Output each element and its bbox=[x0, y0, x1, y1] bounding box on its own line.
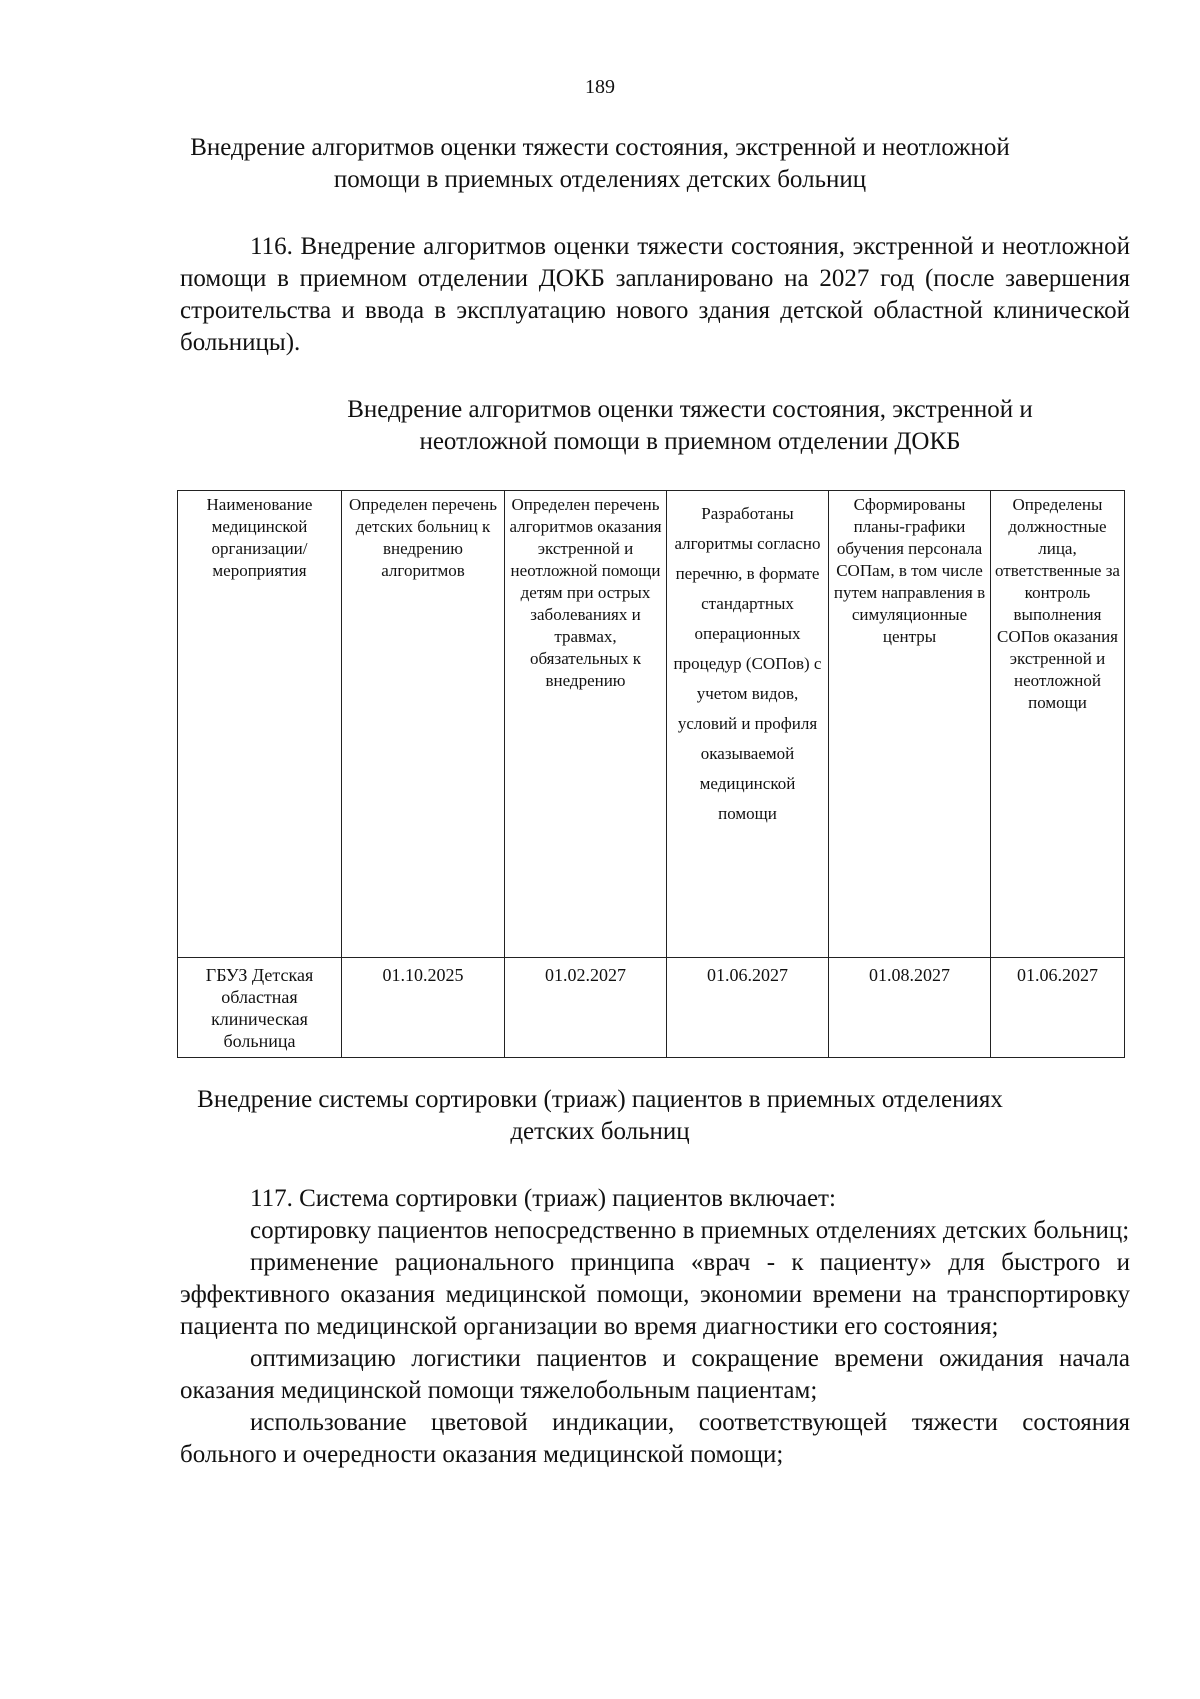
table-row bbox=[178, 958, 1125, 1058]
header-cell: Наименование медицинской организации/мероприятия bbox=[178, 491, 342, 958]
table-cell-date: 01.02.2027 bbox=[505, 958, 667, 1058]
section-heading-triage bbox=[100, 1084, 1100, 1148]
paragraph-intro: 117. Система сортировки (триаж) пациентов включает: bbox=[250, 1185, 836, 1212]
table-cell-organization: ГБУЗ Детская областная клиническая больница bbox=[178, 958, 342, 1058]
table-cell-date: 01.06.2027 bbox=[667, 958, 829, 1058]
heading-line: Внедрение системы сортировки (триаж) пациентов в приемных отделениях bbox=[197, 1086, 1003, 1113]
page-number: 189 bbox=[585, 76, 615, 98]
section-heading-algorithms bbox=[100, 132, 1100, 196]
list-item: использование цветовой индикации, соответствующей тяжести состояния больного и очередности оказания медицинской помощи; bbox=[180, 1409, 1130, 1468]
heading-line: Внедрение алгоритмов оценки тяжести состояния, экстренной и bbox=[347, 396, 1033, 423]
header-cell: Разработаны алгоритмы согласно перечню, в формате стандартных операционных процедур (СОПов) с учетом видов, условий и профиля оказываемой медицинской помощи bbox=[667, 491, 829, 958]
list-item: сортировку пациентов непосредственно в приемных отделениях детских больниц; bbox=[250, 1217, 1130, 1244]
heading-line: помощи в приемных отделениях детских больниц bbox=[333, 166, 867, 193]
header-cell: Определены должностные лица, ответственные за контроль выполнения СОПов оказания экстренной и неотложной помощи bbox=[991, 491, 1125, 958]
table-cell-date: 01.10.2025 bbox=[342, 958, 505, 1058]
table-title bbox=[260, 394, 1120, 458]
list-item: оптимизацию логистики пациентов и сокращение времени ожидания начала оказания медицинской помощи тяжелобольным пациентам; bbox=[180, 1345, 1130, 1404]
table-cell-date: 01.08.2027 bbox=[829, 958, 991, 1058]
heading-line: детских больниц bbox=[510, 1118, 690, 1145]
header-cell: Определен перечень алгоритмов оказания экстренной и неотложной помощи детям при острых заболеваниях и травмах, обязательных к внедрению bbox=[505, 491, 667, 958]
paragraph-117 bbox=[180, 1183, 1130, 1471]
heading-line: неотложной помощи в приемном отделении ДОКБ bbox=[419, 428, 961, 455]
table-header-row bbox=[178, 491, 1125, 958]
header-cell: Сформированы планы-графики обучения персонала СОПам, в том числе путем направления в симуляционные центры bbox=[829, 491, 991, 958]
implementation-table bbox=[177, 490, 1125, 1058]
header-cell: Определен перечень детских больниц к внедрению алгоритмов bbox=[342, 491, 505, 958]
heading-line: Внедрение алгоритмов оценки тяжести состояния, экстренной и неотложной bbox=[190, 134, 1010, 161]
table-cell-date: 01.06.2027 bbox=[991, 958, 1125, 1058]
list-item: применение рационального принципа «врач - к пациенту» для быстрого и эффективного оказания медицинской помощи, экономии времени на транспортировку пациента по медицинской организации во время диагностики его состояния; bbox=[180, 1249, 1130, 1340]
paragraph-116 bbox=[180, 231, 1130, 359]
paragraph-text: 116. Внедрение алгоритмов оценки тяжести состояния, экстренной и неотложной помощи в приемном отделении ДОКБ запланировано на 2027 год (после завершения строительства и ввода в эксплуатацию нового здания детской областной клинической больницы). bbox=[180, 233, 1130, 356]
